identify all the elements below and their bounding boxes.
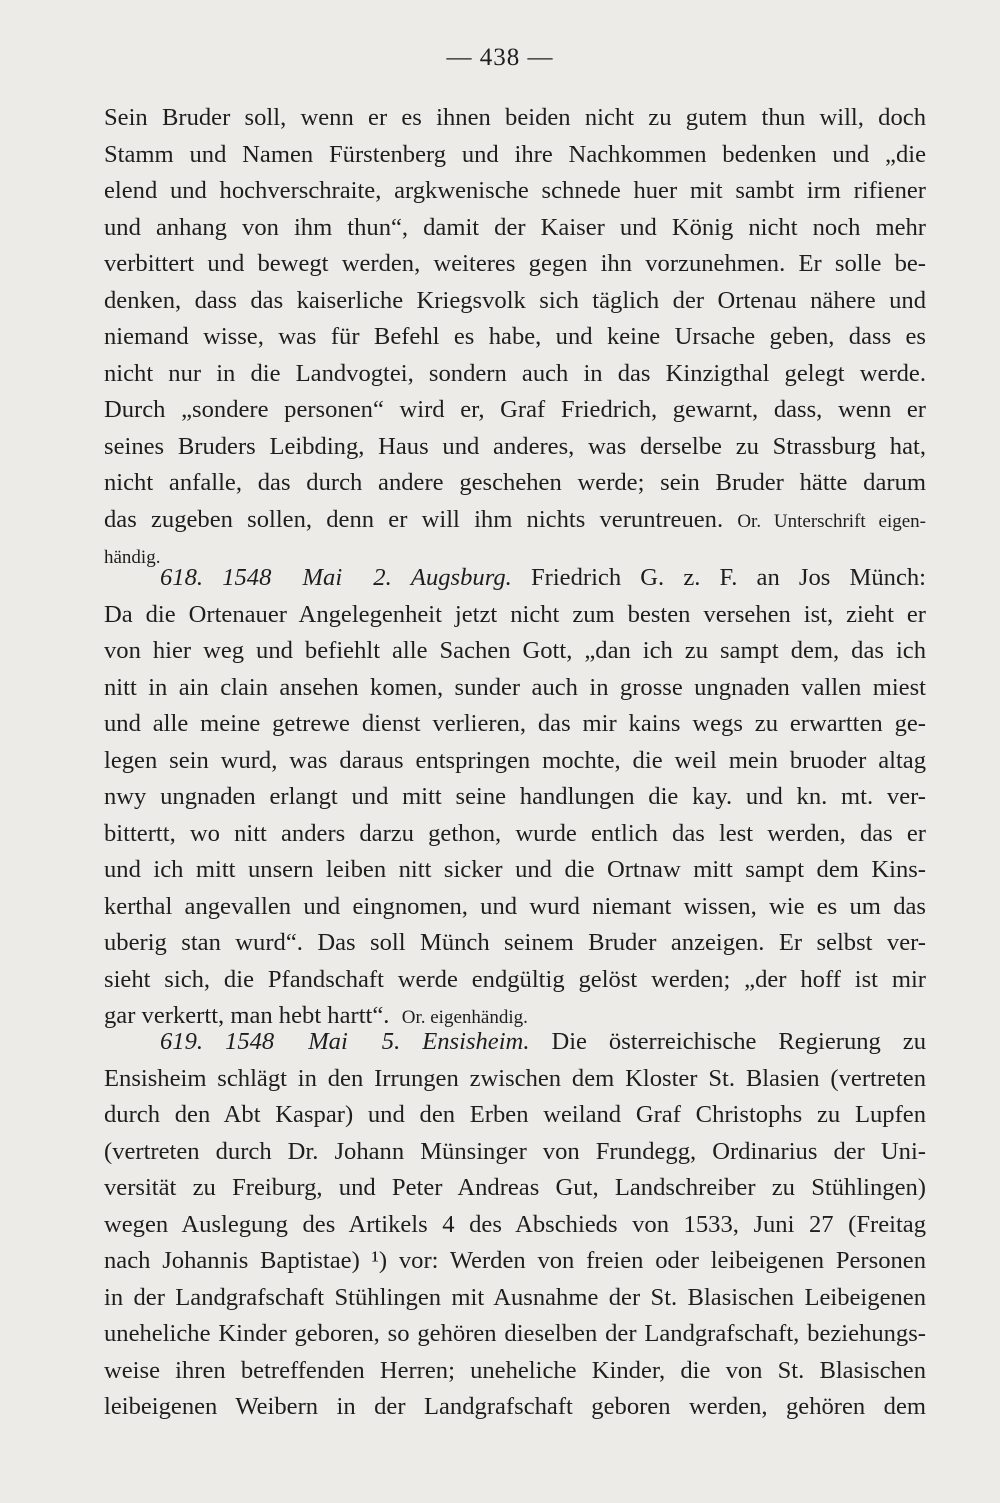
text-line: nach Johannis Baptistae) ¹) vor: Werden von freien oder leibeigenen Personen bbox=[104, 1247, 926, 1274]
text-line: versität zu Freiburg, und Peter Andreas Gut, Landschreiber zu Stühlingen) bbox=[104, 1174, 926, 1201]
text-line: und ich mitt unsern leiben nitt sicker und die Ortnaw mitt sampt dem Kins- bbox=[104, 856, 926, 883]
text-line: uneheliche Kinder geboren, so gehören dieselben der Landgrafschaft, beziehungs- bbox=[104, 1320, 926, 1347]
text-line: Ensisheim schlägt in den Irrungen zwischen dem Kloster St. Blasien (vertreten bbox=[104, 1064, 926, 1092]
entry-618 bbox=[104, 560, 926, 1035]
entry-heading bbox=[104, 1024, 926, 1061]
text-line: (vertreten durch Dr. Johann Münsinger von Frundegg, Ordinarius der Uni- bbox=[104, 1137, 926, 1165]
entry-date: 1548 Mai 5. bbox=[225, 1028, 401, 1055]
text-line: weise ihren betreffenden Herren; uneheliche Kinder, die von St. Blasischen bbox=[104, 1356, 926, 1384]
text-line bbox=[104, 502, 926, 539]
text-line: niemand wisse, was für Befehl es habe, und keine Ursache geben, dass es bbox=[104, 323, 926, 350]
text-line: Stamm und Namen Fürstenberg und ihre Nachkommen bedenken und „die bbox=[104, 140, 926, 168]
text-line: wegen Auslegung des Artikels 4 des Abschieds von 1533, Juni 27 (Freitag bbox=[104, 1210, 926, 1238]
entry-heading bbox=[104, 560, 926, 597]
page-number: — 438 — bbox=[446, 44, 554, 71]
entry-summary-start: Friedrich G. z. F. an Jos Münch: bbox=[530, 564, 926, 591]
entry-619 bbox=[104, 1024, 926, 1426]
text-line: durch den Abt Kaspar) und den Erben weiland Graf Christophs zu Lupfen bbox=[104, 1101, 926, 1128]
text-line: und anhang von ihm thun“, damit der Kaiser und König nicht noch mehr bbox=[104, 213, 926, 241]
text-segment: gar verkertt, man hebt hartt“. bbox=[104, 1002, 390, 1029]
text-line: nicht anfalle, das durch andere geschehen werde; sein Bruder hätte darum bbox=[104, 469, 926, 496]
text-line: kerthal angevallen und eingnomen, und wurd niemant wissen, wie es um das bbox=[104, 892, 926, 920]
text-line: Durch „sondere personen“ wird er, Graf Friedrich, gewarnt, dass, wenn er bbox=[104, 396, 926, 423]
text-line: nwy ungnaden erlangt und mitt seine handlungen die kay. und kn. mt. ver- bbox=[104, 783, 926, 810]
source-note: händig. bbox=[104, 547, 161, 568]
text-segment: das zugeben sollen, denn er will ihm nichts veruntreuen. bbox=[104, 505, 724, 533]
text-line: Da die Ortenauer Angelegenheit jetzt nicht zum besten versehen ist, zieht er bbox=[104, 600, 926, 628]
continuation-paragraph bbox=[104, 100, 926, 575]
text-line: von hier weg und befiehlt alle Sachen Gott, „dan ich zu sampt dem, das ich bbox=[104, 637, 926, 664]
entry-date: 1548 Mai 2. bbox=[222, 564, 392, 591]
text-line: seines Bruders Leibding, Haus und anderes, was derselbe zu Strassburg hat, bbox=[104, 432, 926, 460]
source-note: Or. eigenhändig. bbox=[401, 1007, 528, 1028]
text-line: sieht sich, die Pfandschaft werde endgültig gelöst werden; „der hoff ist mir bbox=[104, 965, 926, 993]
text-line: nitt in ain clain ansehen komen, sunder auch in grosse ungnaden vallen miest bbox=[104, 673, 926, 701]
entry-summary-start: Die österreichische Regierung zu bbox=[551, 1028, 926, 1055]
text-line: leibeigenen Weibern in der Landgrafschaft geboren werden, gehören dem bbox=[104, 1393, 926, 1420]
text-line: und alle meine getrewe dienst verlieren, das mir kains wegs zu erwartten ge- bbox=[104, 710, 926, 737]
entry-number: 618. bbox=[160, 564, 204, 591]
text-line: bittertt, wo nitt anders darzu gethon, wurde entlich das lest werden, das er bbox=[104, 819, 926, 847]
text-line: denken, dass das kaiserliche Kriegsvolk sich täglich der Ortenau nähere und bbox=[104, 286, 926, 314]
entry-number: 619. bbox=[160, 1028, 204, 1055]
text-line: uberig stan wurd“. Das soll Münch seinem Bruder anzeigen. Er selbst ver- bbox=[104, 929, 926, 956]
text-line: in der Landgrafschaft Stühlingen mit Ausnahme der St. Blasischen Leibeigenen bbox=[104, 1283, 926, 1311]
text-line: Sein Bruder soll, wenn er es ihnen beiden nicht zu gutem thun will, doch bbox=[104, 104, 926, 131]
entry-place: Ensisheim. bbox=[422, 1028, 530, 1055]
text-line: elend und hochverschraite, argkwenische schnede huer mit sambt irm rifiener bbox=[104, 177, 926, 204]
text-line: nicht nur in die Landvogtei, sondern auch in das Kinzigthal gelegt werde. bbox=[104, 359, 926, 387]
entry-place: Augsburg. bbox=[410, 564, 512, 591]
source-note: Or. Unterschrift eigen- bbox=[737, 510, 926, 532]
text-line: legen sein wurd, was daraus entspringen mochte, die weil mein bruoder altag bbox=[104, 746, 926, 774]
text-line: verbittert und bewegt werden, weiteres gegen ihn vorzunehmen. Er solle be- bbox=[104, 250, 926, 277]
